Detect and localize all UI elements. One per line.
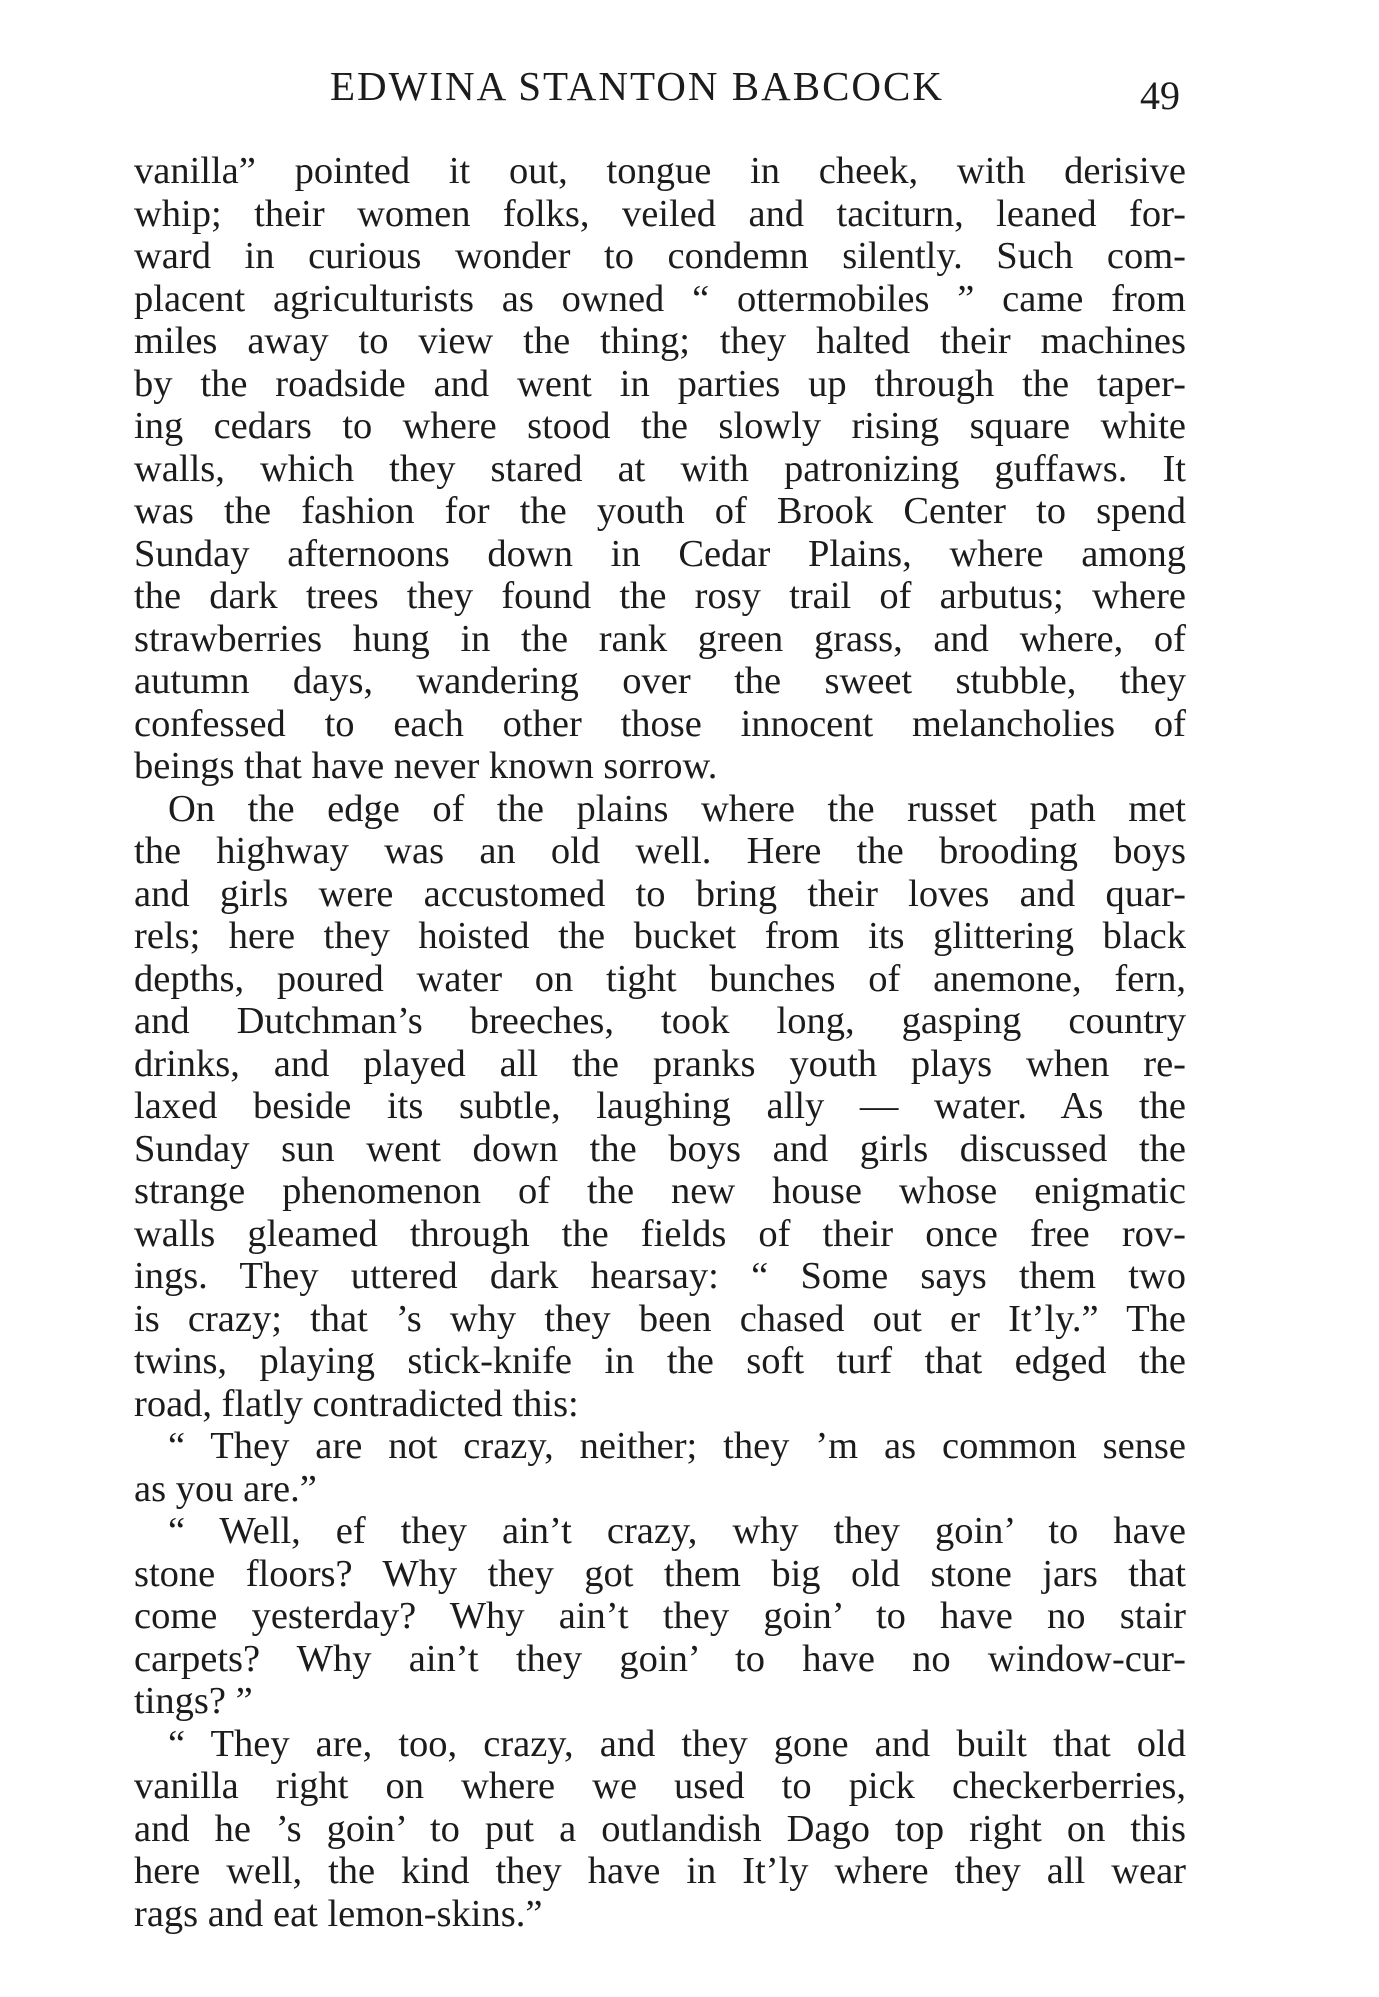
text-line: by the roadside and went in parties up through the taper- xyxy=(134,362,1186,405)
text-line: vanilla” pointed it out, tongue in cheek, with derisive xyxy=(134,150,1186,192)
text-line: rels; here they hoisted the bucket from its glittering black xyxy=(134,915,1186,957)
text-line: “ Well, ef they ain’t crazy, why they goin’ to have xyxy=(168,1510,1186,1552)
text-line: walls, which they stared at with patronizing guffaws. It xyxy=(134,447,1186,490)
text-line: road, flatly contradicted this: xyxy=(134,1382,579,1425)
text-line: depths, poured water on tight bunches of anemone, fern, xyxy=(134,957,1186,1000)
text-line: vanilla right on where we used to pick checkerberries, xyxy=(134,1765,1186,1807)
text-line: whip; their women folks, veiled and taciturn, leaned for- xyxy=(134,192,1186,235)
text-line: beings that have never known sorrow. xyxy=(134,745,718,787)
text-line: On the edge of the plains where the russet path met xyxy=(168,787,1186,830)
running-head-title: EDWINA STANTON BABCOCK xyxy=(330,63,944,109)
text-line: Sunday sun went down the boys and girls discussed the xyxy=(134,1127,1186,1170)
text-line: confessed to each other those innocent melancholies of xyxy=(134,702,1186,745)
text-line: here well, the kind they have in It’ly where they all wear xyxy=(134,1850,1186,1892)
text-line: the highway was an old well. Here the brooding boys xyxy=(134,830,1186,872)
text-line: and he ’s goin’ to put a outlandish Dago top right on this xyxy=(134,1807,1186,1850)
text-line: was the fashion for the youth of Brook Center to spend xyxy=(134,490,1186,532)
text-line: as you are.” xyxy=(134,1467,317,1510)
text-line: and girls were accustomed to bring their loves and quar- xyxy=(134,872,1186,915)
text-line: rags and eat lemon-skins.” xyxy=(134,1892,543,1935)
text-line: ings. They uttered dark hearsay: “ Some says them two xyxy=(134,1255,1186,1297)
text-line: “ They are not crazy, neither; they ’m as common sense xyxy=(168,1425,1186,1467)
text-line: laxed beside its subtle, laughing ally — water. As the xyxy=(134,1085,1186,1127)
body-text xyxy=(134,150,1186,1935)
text-line: stone floors? Why they got them big old stone jars that xyxy=(134,1552,1186,1595)
text-line: drinks, and played all the pranks youth plays when re- xyxy=(134,1042,1186,1085)
text-line: ing cedars to where stood the slowly rising square white xyxy=(134,405,1186,447)
text-line: “ They are, too, crazy, and they gone and built that old xyxy=(168,1722,1186,1765)
text-line: come yesterday? Why ain’t they goin’ to have no stair xyxy=(134,1595,1186,1637)
text-line: Sunday afternoons down in Cedar Plains, where among xyxy=(134,532,1186,575)
page-number: 49 xyxy=(1140,73,1180,118)
text-line: strawberries hung in the rank green grass, and where, of xyxy=(134,617,1186,660)
text-line: strange phenomenon of the new house whose enigmatic xyxy=(134,1170,1186,1212)
text-line: carpets? Why ain’t they goin’ to have no window-cur- xyxy=(134,1637,1186,1680)
text-line: twins, playing stick-knife in the soft turf that edged the xyxy=(134,1340,1186,1382)
text-line: placent agriculturists as owned “ ottermobiles ” came from xyxy=(134,277,1186,320)
running-head xyxy=(0,62,1379,122)
text-line: autumn days, wandering over the sweet stubble, they xyxy=(134,660,1186,702)
text-line: miles away to view the thing; they halted their machines xyxy=(134,320,1186,362)
text-line: ward in curious wonder to condemn silently. Such com- xyxy=(134,235,1186,277)
text-line: tings? ” xyxy=(134,1680,253,1722)
text-line: and Dutchman’s breeches, took long, gasping country xyxy=(134,1000,1186,1042)
text-line: walls gleamed through the fields of their once free rov- xyxy=(134,1212,1186,1255)
text-line: is crazy; that ’s why they been chased out er It’ly.” The xyxy=(134,1297,1186,1340)
text-line: the dark trees they found the rosy trail of arbutus; where xyxy=(134,575,1186,617)
